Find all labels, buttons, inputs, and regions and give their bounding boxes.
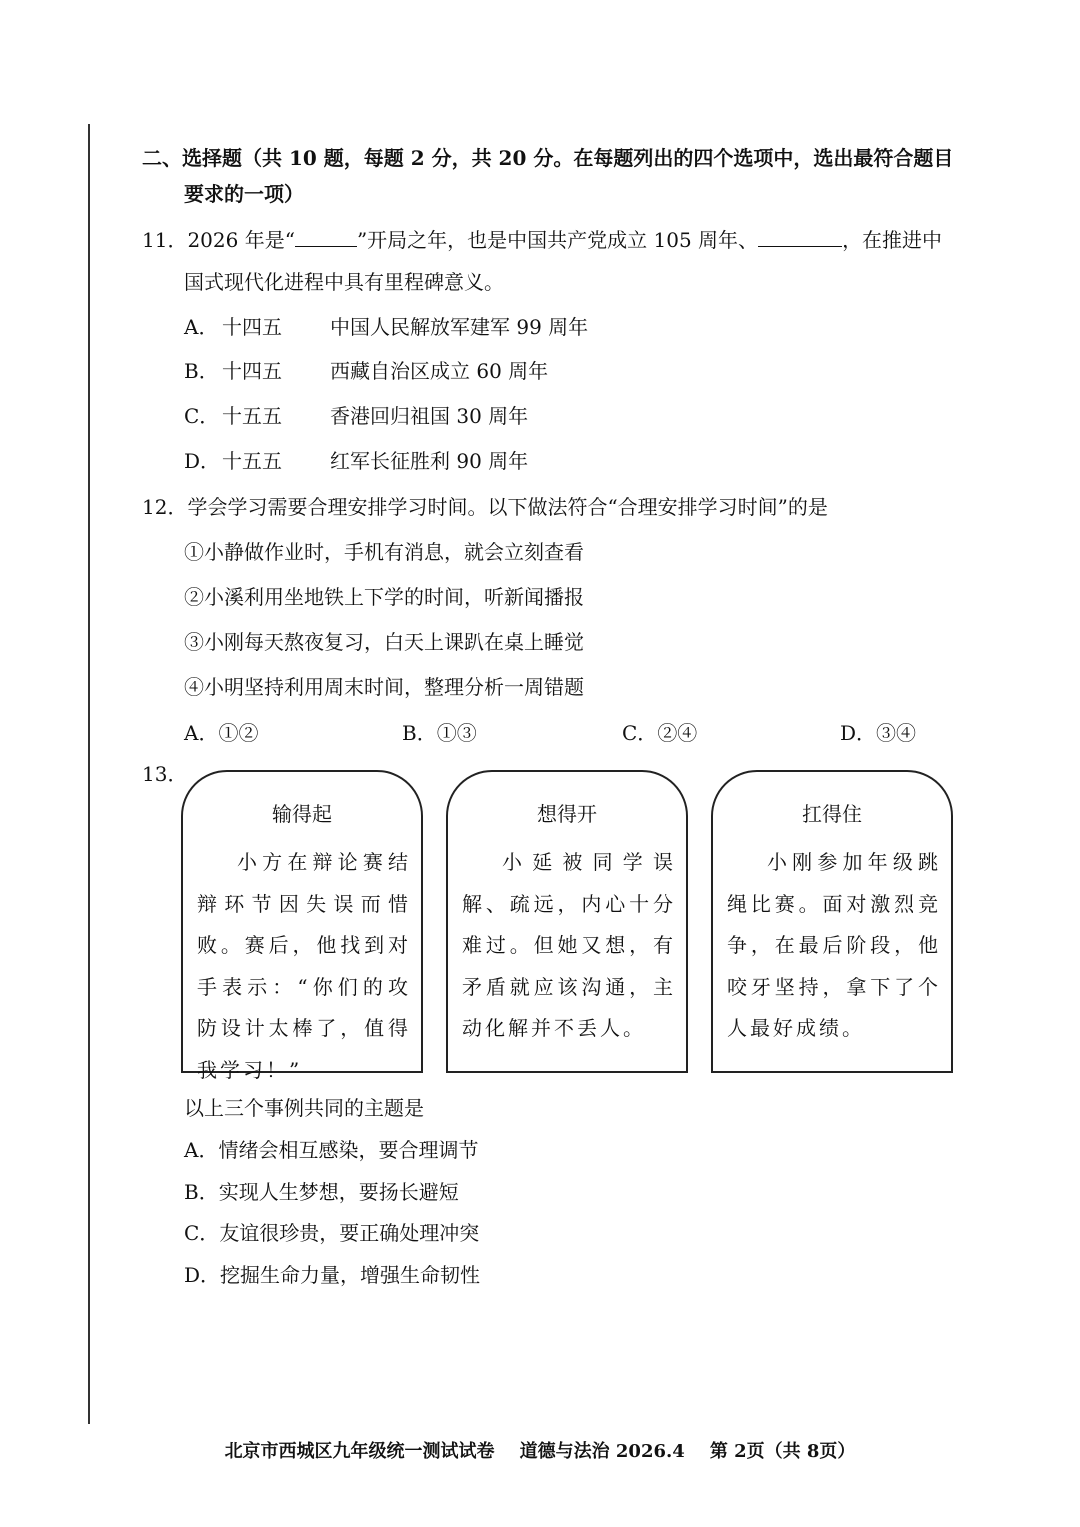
option-label: C． [184,1221,220,1245]
option-label: A． [184,1138,219,1162]
answer-blank-1 [295,226,357,247]
q13-option-a[interactable] [184,1136,478,1164]
option-label: D． [184,1263,221,1287]
option-label: D． [840,721,877,745]
section-heading-line2: 要求的一项） [184,182,304,206]
option-value: ③④ [876,721,917,745]
q12-stem [142,493,828,521]
q12-option-a[interactable] [184,719,258,747]
option-label: C． [184,404,220,428]
q13-option-b[interactable] [184,1178,459,1206]
option-text: 实现人生梦想，要扬长避短 [218,1180,459,1204]
option-event: 西藏自治区成立 60 周年 [330,359,549,383]
q13-option-c[interactable] [184,1219,479,1247]
option-value: ②④ [657,721,698,745]
option-event: 红军长征胜利 90 周年 [330,449,529,473]
option-plan: 十五五 [222,404,282,428]
card-body: 小方在辩论赛结辩环节因失误而惜败。赛后，他找到对手表示：“你们的攻防设计太棒了，值得我学习！” [197,850,411,1082]
question-number: 11． [142,228,188,252]
card-title: 扛得住 [802,802,862,826]
story-card-3 [711,770,953,1073]
q11-stem-line2: 国式现代化进程中具有里程碑意义。 [184,270,504,294]
option-label: B． [402,721,437,745]
q12-text: 学会学习需要合理安排学习时间。以下做法符合“合理安排学习时间”的是 [187,495,828,519]
option-text: 友谊很珍贵，要正确处理冲突 [219,1221,480,1245]
margin-line [88,124,90,1424]
card-body: 小延被同学误解、疏远，内心十分难过。但她又想，有矛盾就应该沟通，主动化解并不丢人。 [462,850,676,1040]
page-footer: 北京市西城区九年级统一测试试卷 道德与法治 2026.4 第 2页（共 8页） [224,1441,856,1462]
answer-blank-2 [758,226,842,247]
story-card-2 [446,770,688,1073]
section-heading-line1: 二、选择题（共 10 题，每题 2 分，共 20 分。在每题列出的四个选项中，选出最符合题目 [142,146,954,170]
option-label: B． [184,1180,219,1204]
card-title: 输得起 [272,802,332,826]
q12-statement-1: ①小静做作业时，手机有消息，就会立刻查看 [184,540,584,564]
option-event: 中国人民解放军建军 99 周年 [330,315,589,339]
q12-statement-3: ③小刚每天熬夜复习，白天上课趴在桌上睡觉 [184,630,584,654]
q11-stem [142,226,942,254]
q12-statement-2: ②小溪利用坐地铁上下学的时间，听新闻播报 [184,585,584,609]
q13-option-d[interactable] [184,1261,480,1289]
option-label: C． [622,721,658,745]
q12-option-b[interactable] [402,719,477,747]
option-plan: 十四五 [222,359,282,383]
card-body: 小刚参加年级跳绳比赛。面对激烈竞争，在最后阶段，他咬牙坚持，拿下了个人最好成绩。 [727,850,941,1040]
option-text: 情绪会相互感染，要合理调节 [218,1138,479,1162]
q12-option-d[interactable] [840,719,916,747]
option-label: A． [184,315,219,339]
option-event: 香港回归祖国 30 周年 [330,404,529,428]
q11-text-b: ”开局之年，也是中国共产党成立 105 周年、 [356,228,759,252]
card-title: 想得开 [537,802,597,826]
option-label: B． [184,359,219,383]
option-value: ①② [218,721,259,745]
q11-text-c: ，在推进中 [842,228,943,252]
option-value: ①③ [436,721,477,745]
q12-option-c[interactable] [622,719,697,747]
q13-question: 以上三个事例共同的主题是 [184,1096,424,1120]
q12-statement-4: ④小明坚持利用周末时间，整理分析一周错题 [184,675,584,699]
option-label: A． [184,721,219,745]
option-plan: 十四五 [222,315,282,339]
question-number: 12． [142,495,188,519]
question-number: 13． [142,762,188,786]
story-card-1 [181,770,423,1082]
q11-text-a: 2026 年是“ [187,228,295,252]
option-plan: 十五五 [222,449,282,473]
option-label: D． [184,449,221,473]
option-text: 挖掘生命力量，增强生命韧性 [220,1263,481,1287]
